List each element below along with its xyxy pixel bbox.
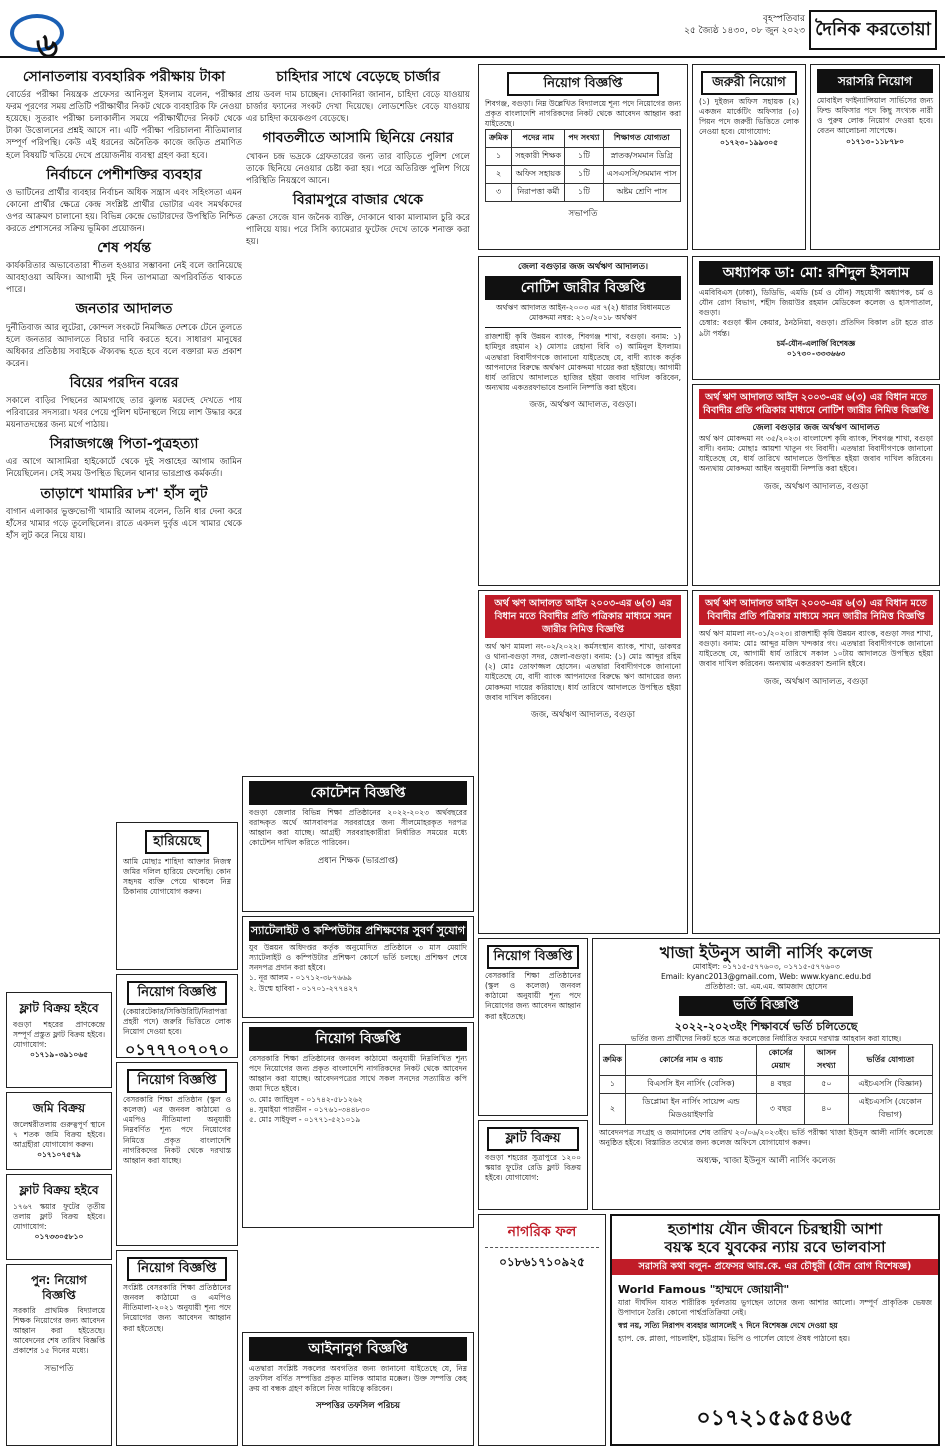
satellite-contact: ৫. মোঃ সাইফুল - ০১৭৭১-৫২১০১৯ <box>249 1114 361 1124</box>
table-header: পদ সংখ্যা <box>565 130 603 148</box>
ad-nursing-college: খাজা ইউনুস আলী নার্সিং কলেজ মোবাইল: ০১৭১৫-৫৭৭৬০৩, ০১৭১৫-৫৭৭৬০৩ Email: kyanc2013@gmail.com, Web: www.kyanc.edu.bd প্রতিষ্ঠাতা: ডা. এম.এম. আমজাদ হোসেন ভর্তি বিজ্ঞপ্তি ২০২২-২০২৩ইং শিক্ষাবর্ষে ভর্তি চলিতেছে ভর্তির জন্য প্রার্থীদের নিকট হতে অত্র কলেজের নির্ধারিত ফরমে দরখাস্ত আহবান করা যাচ্ছে। ক্রমিক কোর্সের নাম ও ব্যাচ কোর্সের মেয়াদ আসন সংখ্যা ভর্তির যোগ্যতা ১ বিএসসি ইন নার্সিং (বেসিক) ৪ বছর ৫০ এইচএসসি (বিজ্ঞান) ২ ডিপ্লোমা ইন নার্সিং সায়েন্স এন্ড মিডওয়াইফারি ৩ বছর ৪০ এইচএসসি (যেকোন বিভাগ) আবেদনপত্র সংগ্রহ ও জমাদানের শেষ তারিখ ২০/০৬/২০২৩ইং। ভর্তি পরীক্ষা খাজা ইউনুস আলী নার্সিং কলেজে অনুষ্ঠিত হইবে। বিস্তারিত তথ্যের জন্য কলেজ অফিসে যোগাযোগ করুন। অধ্যক্ষ, খাজা ইউনুস আলী নার্সিং কলেজ <box>592 938 940 1210</box>
table-header: ক্রমিক <box>486 130 512 148</box>
ad-niyog-2: নিয়োগ বিজ্ঞপ্তি বেসরকারি শিক্ষা প্রতিষ্ঠান (স্কুল ও কলেজ) এর জনবল কাঠামো ও এমপিও নীতিমালা অনুযায়ী নিম্নবর্ণিত শূন্য পদে নিয়োগের নিমিত্তে প্রকৃত বাংলাদেশি নাগরিকদের নিকট থেকে দরখাস্ত আহ্বান করা যাচ্ছে। <box>116 1062 238 1246</box>
ad-niyog-5: নিয়োগ বিজ্ঞপ্তি শিবগঞ্জ, বগুড়া। নিম্ন উল্লেখিত বিদ্যালয়ে শূন্য পদে নিয়োগের জন্য প্রকৃত বাংলাদেশি নাগরিকদের নিকট থেকে আবেদন আহ্বান করা যাইতেছে। ক্রমিক পদের নাম পদ সংখ্যা শিক্ষাগত যোগ্যতা ১ সহকারী শিক্ষক ১টি স্নাতক/সমমান ডিগ্রি ২ অফিস সহায়ক ১টি এসএসসি/সমমান পাস ৩ নিরাপত্তা কর্মী ১টি অষ্টম শ্রেণি পাস সভাপতি <box>478 64 688 250</box>
news-body: বাগান এলাকার ভুক্তভোগী খামারি আলম বলেন, তিনি ধার দেনা করে হাঁসের খামার গড়ে তুলেছিলেন। রাতে একদল দুর্বৃত্ত এসে খামার থেকে হাঁস লুট করে নিয়ে যায়। <box>6 506 242 541</box>
ad-niyog-6: নিয়োগ বিজ্ঞপ্তি বেসরকারি শিক্ষা প্রতিষ্ঠানের (স্কুল ও কলেজ) জনবল কাঠামো অনুযায়ী শূন্য পদে নিয়োগের জন্য আবেদন আহ্বান করা হইতেছে। <box>478 938 588 1116</box>
table-header: ক্রমিক <box>600 1045 626 1076</box>
satellite-contact: ৪. সুমাইয়া পারভীন - ০১৭৬১-৩৪৪৮৩০ <box>249 1104 371 1114</box>
ad-hariyeche: হারিয়েছে আমি মোছাঃ শাহিদা আক্তার নিজস্ব জমির দলিল হারিয়ে ফেলেছি। কোন সহৃদয় ব্যক্তি পেয়ে থাকলে নিম্ন ঠিকানায় যোগাযোগ করুন। <box>116 822 238 970</box>
course-table <box>599 1044 933 1125</box>
ad-niyog-3: নিয়োগ বিজ্ঞপ্তি সংশ্লিষ্ট বেসরকারি শিক্ষা প্রতিষ্ঠানের জনবল কাঠামো ও এমপিও নীতিমালা-২০২১ অনুযায়ী শূন্য পদে নিয়োগের জন্য আবেদন আহ্বান করা হইতেছে। <box>116 1250 238 1446</box>
table-header: আসন সংখ্যা <box>805 1045 848 1076</box>
news-body: সকালে বাড়ির পিছনের আমগাছে তার ঝুলন্ত মরদেহ দেখতে পায় পরিবারের সদস্যরা। খবর পেয়ে পুলিশ ঘটনাস্থলে গিয়ে লাশ উদ্ধার করে ময়নাতদন্তের জন্য মর্গে পাঠায়। <box>6 396 242 431</box>
ad-joruri-niyog: জরুরী নিয়োগ (১) দুইজন অফিস সহায়ক (২) একজন মার্কেটিং অফিসার (৩) পিয়ন পদে জরুরী ভিত্তিতে লোক নেওয়া হবে। যোগাযোগ: ০১৭২৩-১৯৯৩০৫ <box>692 64 806 250</box>
ad-flat-2: ফ্লাট বিক্রয় হইবে ১৭৬৭ স্কয়ার ফুটের তৃতীয় তলায় ফ্লাট বিক্রয় হইবে। যোগাযোগ: ০১৭৩৩০৫৮১০ <box>6 1174 112 1260</box>
table-row: ২ অফিস সহায়ক ১টি এসএসসি/সমমান পাস <box>486 166 681 184</box>
ad-jomi: জমি বিক্রয় জলেশ্বরীতলায় গুরুত্বপূর্ণ স্থানে ৭ শতক জমি বিক্রয় হইবে। আগ্রহীরা যোগাযোগ করুন। ০১৭১০৭৫৭৯ <box>6 1092 112 1170</box>
satellite-contact: ২. উম্মে হাবিবা - ০১৭০১-২৭৭৪২৭ <box>249 983 359 993</box>
post-table <box>485 129 681 202</box>
header-date: বৃহস্পতিবার ২৫ জ্যৈষ্ঠ ১৪৩০, ০৮ জুন ২০২৩ <box>684 14 805 36</box>
news-headline: নির্বাচনে পেশীশক্তির ব্যবহার <box>46 166 202 183</box>
ad-sarasari-niyog: সরাসরি নিয়োগ মোবাইল ফাইন্যান্সিয়াল সার্ভিসের জন্য ফিল্ড অফিসার পদে কিছু সংখ্যক নারী ও পুরুষ লোক নিয়োগ দেওয়া হবে। বেতন আলোচনা সাপেক্ষে। ০১৭১৩-১১৮৭৮০ <box>810 64 940 250</box>
news-headline: সোনাতলায় ব্যবহারিক পরীক্ষায় টাকা <box>22 69 226 85</box>
news-headline: তাড়াশে খামারির ৮শ' হাঁস লুট <box>40 485 208 502</box>
table-row: ২ ডিপ্লোমা ইন নার্সিং সায়েন্স এন্ড মিডওয়াইফারি ৩ বছর ৪০ এইচএসসি (যেকোন বিভাগ) <box>600 1094 933 1125</box>
ad-quotation: কোটেশন বিজ্ঞপ্তি বগুড়া জেলার বিভিন্ন শিক্ষা প্রতিষ্ঠানের ২০২২-২০২৩ অর্থবছরের বরাদ্দকৃত অর্থে আসবাবপত্র সরবরাহের জন্য সীলমোহরকৃত দরপত্র আহ্বান করা যাচ্ছে। আগ্রহী সরবরাহকারীরা নির্ধারিত সময়ের মধ্যে কোটেশন দাখিল করিতে পারিবেন। প্রধান শিক্ষক (ভারপ্রাপ্ত) <box>242 776 474 912</box>
news-headline: শেষ পর্যন্ত <box>97 240 151 256</box>
news-body: এর আগে আসামিরা হাইকোর্টে থেকে দুই সপ্তাহের আগাম জামিন নিয়েছিলেন। সেই সময় উপস্থিত ছিলেন থানার ভারপ্রাপ্ত কর্মকর্তা। <box>6 457 242 480</box>
table-row: ১ সহকারী শিক্ষক ১টি স্নাতক/সমমান ডিগ্রি <box>486 148 681 166</box>
news-column-left <box>6 64 242 802</box>
table-header: কোর্সের নাম ও ব্যাচ <box>626 1045 757 1076</box>
news-headline: চাহিদার সাথে বেড়েছে চার্জার <box>276 69 440 85</box>
table-header: শিক্ষাগত যোগ্যতা <box>603 130 680 148</box>
ad-satellite-training: স্যাটেলাইট ও কম্পিউটার প্রশিক্ষণের সুবর্ণ সুযোগ যুব উন্নয়ন অধিদপ্তর কর্তৃক অনুমোদিত প্রতিষ্ঠানে ৩ মাস মেয়াদি স্যাটেলাইট ও কম্পিউটার প্রশিক্ষণ কোর্সে ভর্তি চলছে। প্রশিক্ষণ শেষে সনদপত্র প্রদান করা হইবে। ১. নূর আলম - ০১৭১২-৩৮৭৬৬৯ ২. উম্মে হাবিবা - ০১৭০১-২৭৭৪২৭ <box>242 916 474 1018</box>
ad-niyog-4: নিয়োগ বিজ্ঞপ্তি বেসরকারি শিক্ষা প্রতিষ্ঠানের জনবল কাঠামো অনুযায়ী নিম্নলিখিত শূন্য পদে নিয়োগের জন্য প্রকৃত বাংলাদেশি নাগরিকদের নিকট থেকে আবেদন আহ্বান করা যাচ্ছে। আবেদনপত্রের সাথে সকল সনদের সত্যায়িত কপি জমা দিতে হইবে। ৩. মোঃ জাহিদুল - ০১৭৪২-৫৮১২৬২ ৪. সুমাইয়া পারভীন - ০১৭৬১-৩৪৪৮৩০ ৫. মোঃ সাইফুল - ০১৭৭১-৫২১০১৯ <box>242 1022 474 1228</box>
table-row: ৩ নিরাপত্তা কর্মী ১টি অষ্টম শ্রেণি পাস <box>486 184 681 202</box>
notice-court-1: জেলা বগুড়ার জজ অর্থঋণ আদালত। নোটিশ জারীর বিজ্ঞপ্তি অর্থঋণ আদালত আইন-২০০৩ এর ৭(২) ধারার বিধানমতে মোকদ্দমা নম্বর: ২১০/২০১৮ অর্থঋণ রাজশাহী কৃষি উন্নয়ন ব্যাংক, শিবগঞ্জ শাখা, বগুড়া। বনাম: ১) হামিদুর রহমান ২) মোসাঃ রেহানা বিবি ৩) আমিনুল ইসলাম। এতদ্বারা বিবাদীগণকে জানানো যাইতেছে যে, বাদী ব্যাংক কর্তৃক আপনাদের বিরুদ্ধে অর্থঋণ মোকদ্দমা দায়ের করা হইয়াছে। আগামী ধার্য তারিখে আদালতে হাজির হইয়া জবাব দাখিল করিবেন, অন্যথায় একতরফাভাবে শুনানি নিষ্পত্তি করা হইবে। জজ, অর্থঋণ আদালত, বগুড়া। <box>478 256 688 586</box>
satellite-contact: ১. নূর আলম - ০১৭১২-৩৮৭৬৬৯ <box>249 973 352 983</box>
notice-court-3: অর্থ ঋণ আদালত আইন ২০০৩-এর ৬(৩) এর বিধান মতে বিবাদীর প্রতি পত্রিকার মাধ্যমে সমন জারীর নিমিত্ত বিজ্ঞপ্তি অর্থ ঋণ মামলা নং-০২/২০২২। কর্মসংস্থান ব্যাংক, শাখা, ডাকঘর ও থানা-বগুড়া সদর, জেলা-বগুড়া। বনাম: (১) মোঃ আব্দুর রহিম (২) মোঃ তোফাজ্জল হোসেন। এতদ্বারা বিবাদীগণকে জানানো যাইতেছে যে, বাদী ব্যাংক আপনাদের বিরুদ্ধে ঋণ আদায়ের জন্য মোকদ্দমা দায়ের করিয়াছে। ধার্য তারিখে আদালতে উপস্থিত হইয়া জবাব দাখিল করিবেন। জজ, অর্থঋণ আদালত, বগুড়া <box>478 590 688 934</box>
ad-phone: ০১৭২১৫৯৫৪৬৫ <box>696 1406 854 1431</box>
page-number: ৬ <box>36 26 59 66</box>
news-body: বোর্ডের পরীক্ষা নিয়ন্ত্রক প্রফেসর আনিসুল ইসলাম বলেন, পরীক্ষার ফরম পূরণের সময় প্রতিটি পরীক্ষার্থীর নিকট থেকে ব্যবহারিক ফি নেওয়া হয়েছে। সুতরাং পরীক্ষা চলাকালীন সময়ে পরীক্ষার্থীদের নিকট থেকে টাকা উত্তোলনের প্রশ্নই আসে না। এটি পরীক্ষা পরিচালনা নীতিমালার সম্পূর্ণ পরিপন্থি। কেউ এই ধরনের অনৈতিক কাজে জড়িত প্রমাণিত হলে বিষয়টি খতিয়ে দেখে প্রয়োজনীয় ব্যবস্থা গ্রহণ করা হবে। <box>6 90 242 161</box>
ad-flat-1: ফ্লাট বিক্রয় হইবে বগুড়া শহরের প্রাণকেন্দ্রে সম্পূর্ণ প্রস্তুত ফ্লাট বিক্রয় হইবে। যোগাযোগ: ০১৭১৯-৩৯১০৬৫ <box>6 992 112 1088</box>
table-header: কোর্সের মেয়াদ <box>756 1045 804 1076</box>
news-headline: বিয়ের পরদিন বরের <box>69 374 179 391</box>
news-headline: গাবতলীতে আসামি ছিনিয়ে নেয়ার <box>262 130 454 147</box>
news-headline: বিরামপুরে বাজার থেকে <box>292 191 424 208</box>
page-header <box>0 0 945 66</box>
notice-court-4: অর্থ ঋণ আদালত আইন ২০০৩-এর ৬(৩) এর বিধান মতে বিবাদীর প্রতি পত্রিকার মাধ্যমে সমন জারীর নিমিত্ত বিজ্ঞপ্তি অর্থ ঋণ মামলা নং-৩১/২০২৩। রাজশাহী কৃষি উন্নয়ন ব্যাংক, বগুড়া সদর শাখা, বগুড়া। বনাম: মোঃ আব্দুর মজিদ খন্দকার গং। এতদ্বারা বিবাদীগণকে জানানো যাইতেছে যে, আগামী ধার্য তারিখে সকাল ১০টায় আদালতে উপস্থিত হইয়া জবাব দাখিল করিবেন। অন্যথায় একতরফা শুনানি হইবে। জজ, অর্থঋণ আদালত, বগুড়া <box>692 590 940 934</box>
paper-logo: দৈনিক করতোয়া <box>809 10 937 50</box>
satellite-contact: ৩. মোঃ জাহিদুল - ০১৭৪২-৫৮১২৬২ <box>249 1094 363 1104</box>
news-body: খোকন চন্দ্র ভদ্রকে গ্রেফতারের জন্য তার বাড়িতে পুলিশ গেলে তাকে ছিনিয়ে নেওয়ার চেষ্টা করা হয়। পরে অতিরিক্ত পুলিশ গিয়ে পরিস্থিতি নিয়ন্ত্রণে আনে। <box>246 151 470 186</box>
news-body: ও ভাটিনের প্রার্থীর ব্যবহার নির্বাচন অধিক সন্ত্রাস এবং সহিংসতা এমন কোনো প্রার্থীর ক্ষেত্রে কেন্দ্র সংশ্লিষ্ট প্রার্থীর ভোটার এবং সমর্থকদের ওপর আক্রমণ চালানো হয়। বিভিন্ন কেন্দ্রে ভোটারদের উপস্থিতি নিশ্চিত করতে প্রশাসনের সক্রিয় ভূমিকা প্রয়োজন। <box>6 187 242 234</box>
ad-niyog-1: নিয়োগ বিজ্ঞপ্তি (কেয়ারটেকার/সিকিউরিটি/নিরাপত্তা প্রহরী পদে) জরুরি ভিত্তিতে লোক নিয়োগ দেওয়া হবে। ০১৭৭৭০৭০৭০ <box>116 974 238 1058</box>
news-headline: সিরাজগঞ্জে পিতা-পুত্রহত্যা <box>49 436 199 453</box>
table-header: পদের নাম <box>512 130 565 148</box>
table-row: ১ বিএসসি ইন নার্সিং (বেসিক) ৪ বছর ৫০ এইচএসসি (বিজ্ঞান) <box>600 1076 933 1094</box>
news-body: প্রায় ডবল দাম চাচ্ছেন। দোকানিরা জানান, চাহিদা বেড়ে যাওয়ায় চার্জার ফ্যানের সংকট দেখা দিয়েছে। লোডশেডিং বেড়ে যাওয়ায় এর চাহিদা কয়েকগুণ বেড়েছে। <box>246 90 470 125</box>
ad-aino-notice: আইনানুগ বিজ্ঞপ্তি এতদ্বারা সংশ্লিষ্ট সকলের অবগতির জন্য জানানো যাইতেছে যে, নিম্ন তফসিল বর্ণিত সম্পত্তির প্রকৃত মালিক আমার মক্কেল। উক্ত সম্পত্তি কেহ ক্রয় বা বন্ধক গ্রহণ করিলে নিজ দায়িত্বে করিবেন। সম্পত্তির তফসিল পরিচয় <box>242 1332 474 1446</box>
news-body: ক্রেতা সেজে যান জনৈক ব্যক্তি, দোকানে থাকা মালামাল চুরি করে পালিয়ে যায়। পরে সিসি ক্যামেরার ফুটেজ দেখে তাকে শনাক্ত করা হয়। <box>246 212 470 248</box>
news-headline: জনতার আদালত <box>75 301 173 318</box>
news-body: কার্যকরিতার অভাবেতারা শীতল হওয়ার সম্ভাবনা নেই বলে জানিয়েছে আবহাওয়া অফিস। আগামী দুই দিন তাপমাত্রা অপরিবর্তিত থাকতে পারে। <box>6 261 242 296</box>
table-header: ভর্তির যোগ্যতা <box>848 1045 932 1076</box>
ad-herbal: হতাশায় যৌন জীবনে চিরস্থায়ী আশা বয়স্ক হবে যুবকের ন্যায় রবে ভালবাসা সরাসরি কথা বলুন- প্রফেসর আর.কে. এর চৌধুরী (যৌন রোগ বিশেষজ্ঞ) World Famous "হাম্মদে জোয়ানী" যারা দীর্ঘদিন যাবত শারীরিক দুর্বলতায় ভুগছেন তাদের জন্য আশার আলো। সম্পূর্ণ প্রাকৃতিক ভেষজ উপাদানে তৈরি। কোনো পার্শ্বপ্রতিক্রিয়া নেই। স্বপ্ন নয়, সত্যি নিরাপদ ব্যবহার আসলেই ৭ দিনে বিশেষজ্ঞ দেখে দেওয়া হয় হ্যাপ. কে. প্লাজা, পাচলাইশ, চট্টগ্রাম। ভিপি ও পার্সেল যোগে ঔষধ পাঠানো হয়। ০১৭২১৫৯৫৪৬৫ <box>610 1214 940 1446</box>
ad-flat-3: ফ্লাট বিক্রয় বগুড়া শহরের সুত্রাপুরে ১২০০ স্কয়ার ফুটের রেডি ফ্লাট বিক্রয় হইবে। যোগাযোগ: <box>478 1120 588 1210</box>
ad-nagorik: নাগরিক ফল ০১৮৬১৭১০৯২৫ <box>478 1214 606 1446</box>
ad-pun-niyog: পুন: নিয়োগ বিজ্ঞপ্তি সরকারি প্রাথমিক বিদ্যালয়ে শিক্ষক নিয়োগের জন্য আবেদন আহ্বান করা হইতেছে। আবেদনের শেষ তারিখ বিজ্ঞপ্তি প্রকাশের ১৫ দিনের মধ্যে। সভাপতি <box>6 1264 112 1446</box>
news-body: দুর্নীতিবাজ আর লুটেরা, কোন্দল সংকটে নিমজ্জিত দেশকে টেনে তুলতে হলে জনতার আদালতে বিচার দাবি করতে হবে। সাধারণ মানুষের অধিকার প্রতিষ্ঠায় সবাইকে ঐক্যবদ্ধ হতে হবে বলে বক্তারা মত প্রকাশ করেন। <box>6 322 242 369</box>
news-column-middle <box>246 64 470 772</box>
notice-court-2: অর্থ ঋণ আদালত আইন ২০০৩-এর ৬(৩) এর বিধান মতে বিবাদীর প্রতি পত্রিকার মাধ্যমে নোটিশ জারীর নিমিত্ত বিজ্ঞপ্তি জেলা বগুড়ার জজ অর্থঋণ আদালত অর্থ ঋণ মোকদ্দমা নং ৩৫/২০২৩। বাংলাদেশ কৃষি ব্যাংক, শিবগঞ্জ শাখা, বগুড়া বাদী। বনাম: মোছাঃ আয়শা খাতুন গং বিবাদী। এতদ্বারা বিবাদীগণকে জানানো যাইতেছে যে, ধার্য তারিখে আদালতে উপস্থিত হইয়া জবাব দাখিল করিবেন। অন্যথায় মোকদ্দমা আইন অনুযায়ী নিষ্পত্তি করা হইবে। জজ, অর্থঋণ আদালত, বগুড়া <box>692 384 940 586</box>
ad-doctor: অধ্যাপক ডা: মো: রশিদুল ইসলাম এমবিবিএস (ঢাকা), ডিডিভি, এমডি (চর্ম ও যৌন) সহযোগী অধ্যাপক, চর্ম ও যৌন রোগ বিভাগ, শহীদ জিয়াউর রহমান মেডিকেল কলেজ ও হাসপাতাল, বগুড়া। চেম্বার: বগুড়া স্কীন কেয়ার, ঠনঠনিয়া, বগুড়া। প্রতিদিন বিকাল ৪টা হতে রাত ৯টা পর্যন্ত। চর্ম-যৌন-এলার্জি বিশেষজ্ঞ ০১৭৩০-৩৩৩৬৬৩ <box>692 256 940 380</box>
